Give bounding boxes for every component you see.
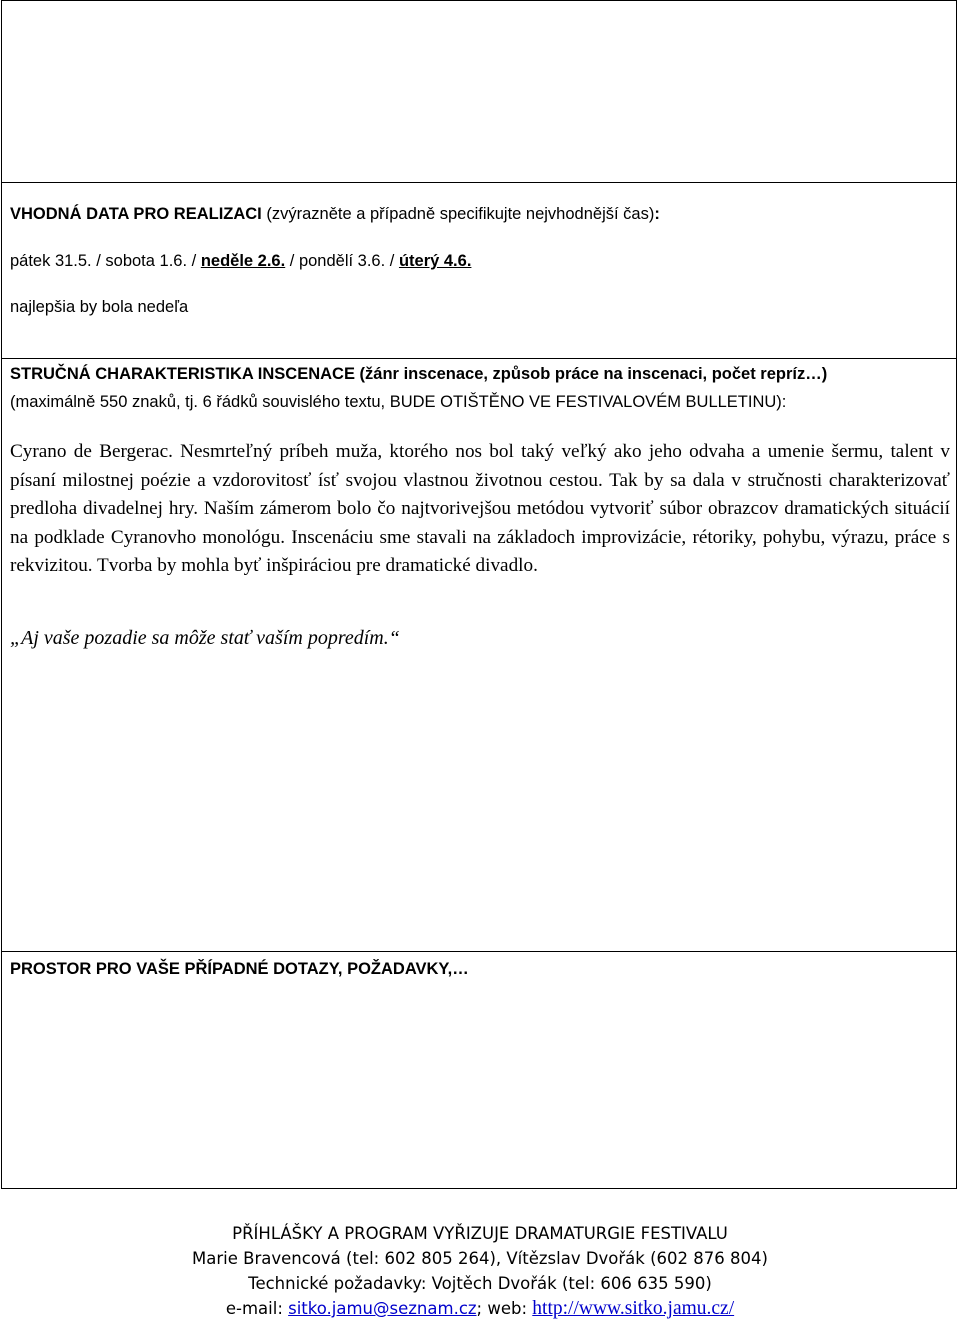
web-label: ; web: (476, 1299, 533, 1318)
questions-section (1, 951, 957, 1189)
characteristics-section (1, 358, 957, 951)
date-option: / pondělí 3.6. / (285, 252, 399, 270)
characteristics-heading: STRUČNÁ CHARAKTERISTIKA INSCENACE (žánr inscenace, způsob práce na inscenaci, počet repríz…) (10, 365, 828, 383)
footer-contacts (0, 1298, 960, 1320)
date-option-highlighted: úterý 4.6. (398, 252, 472, 270)
dates-heading-bold: VHODNÁ DATA PRO REALIZACI (10, 205, 262, 223)
questions-heading: PROSTOR PRO VAŠE PŘÍPADNÉ DOTAZY, POŽADAVKY,… (10, 960, 469, 978)
characteristics-heading-note: (maximálně 550 znaků, tj. 6 řádků souvislého textu, BUDE OTIŠTĚNO VE FESTIVALOVÉM BULLETINU): (10, 393, 787, 411)
dates-heading (10, 205, 660, 224)
dates-heading-colon: : (654, 205, 660, 223)
footer-line-3: Technické požadavky: Vojtěch Dvořák (tel: 606 635 590) (248, 1274, 712, 1293)
dates-note: najlepšia by bola nedeľa (10, 298, 189, 316)
dates-section (1, 182, 957, 358)
date-option-highlighted: neděle 2.6. (200, 252, 286, 270)
characteristics-paragraph: Cyrano de Bergerac. Nesmrteľný príbeh muža, ktorého nos bol taký veľký ako jeho odvaha a umenie šermu, talent v písaní milostnej poézie a vzdorovitosť ísť svojou vlastnou životnou cestou. Tak by sa dala v stručnosti charakterizovať predloha divadelnej hry. Naším zámerom bolo čo najtvorivejšou metódou vytvoriť súbor obrazcov dramatických situácií na podklade Cyranovho monológu. Inscenáciu sme stavali na základoch improvizácie, rétoriky, pohybu, výrazu, práce s rekvizitou. Tvorba by mohla byť inšpiráciou pre dramatické divadlo. (10, 441, 950, 576)
top-empty-box (1, 0, 957, 182)
motto-quote: „Aj vaše pozadie sa môže stať vaším popredím.“ (10, 627, 400, 649)
email-label: e-mail: (225, 1299, 289, 1318)
footer-line-1: PŘÍHLÁŠKY A PROGRAM VYŘIZUJE DRAMATURGIE FESTIVALU (232, 1224, 728, 1243)
date-option: pátek 31.5. / sobota 1.6. / (10, 252, 201, 270)
dates-list (10, 252, 471, 271)
web-link[interactable]: http://www.sitko.jamu.cz/ (532, 1298, 735, 1319)
dates-heading-rest: (zvýrazněte a případně specifikujte nejvhodnější čas) (261, 205, 655, 223)
footer-line-2: Marie Bravencová (tel: 602 805 264), Vítězslav Dvořák (602 876 804) (192, 1249, 768, 1268)
email-link[interactable]: sitko.jamu@seznam.cz (288, 1299, 477, 1318)
